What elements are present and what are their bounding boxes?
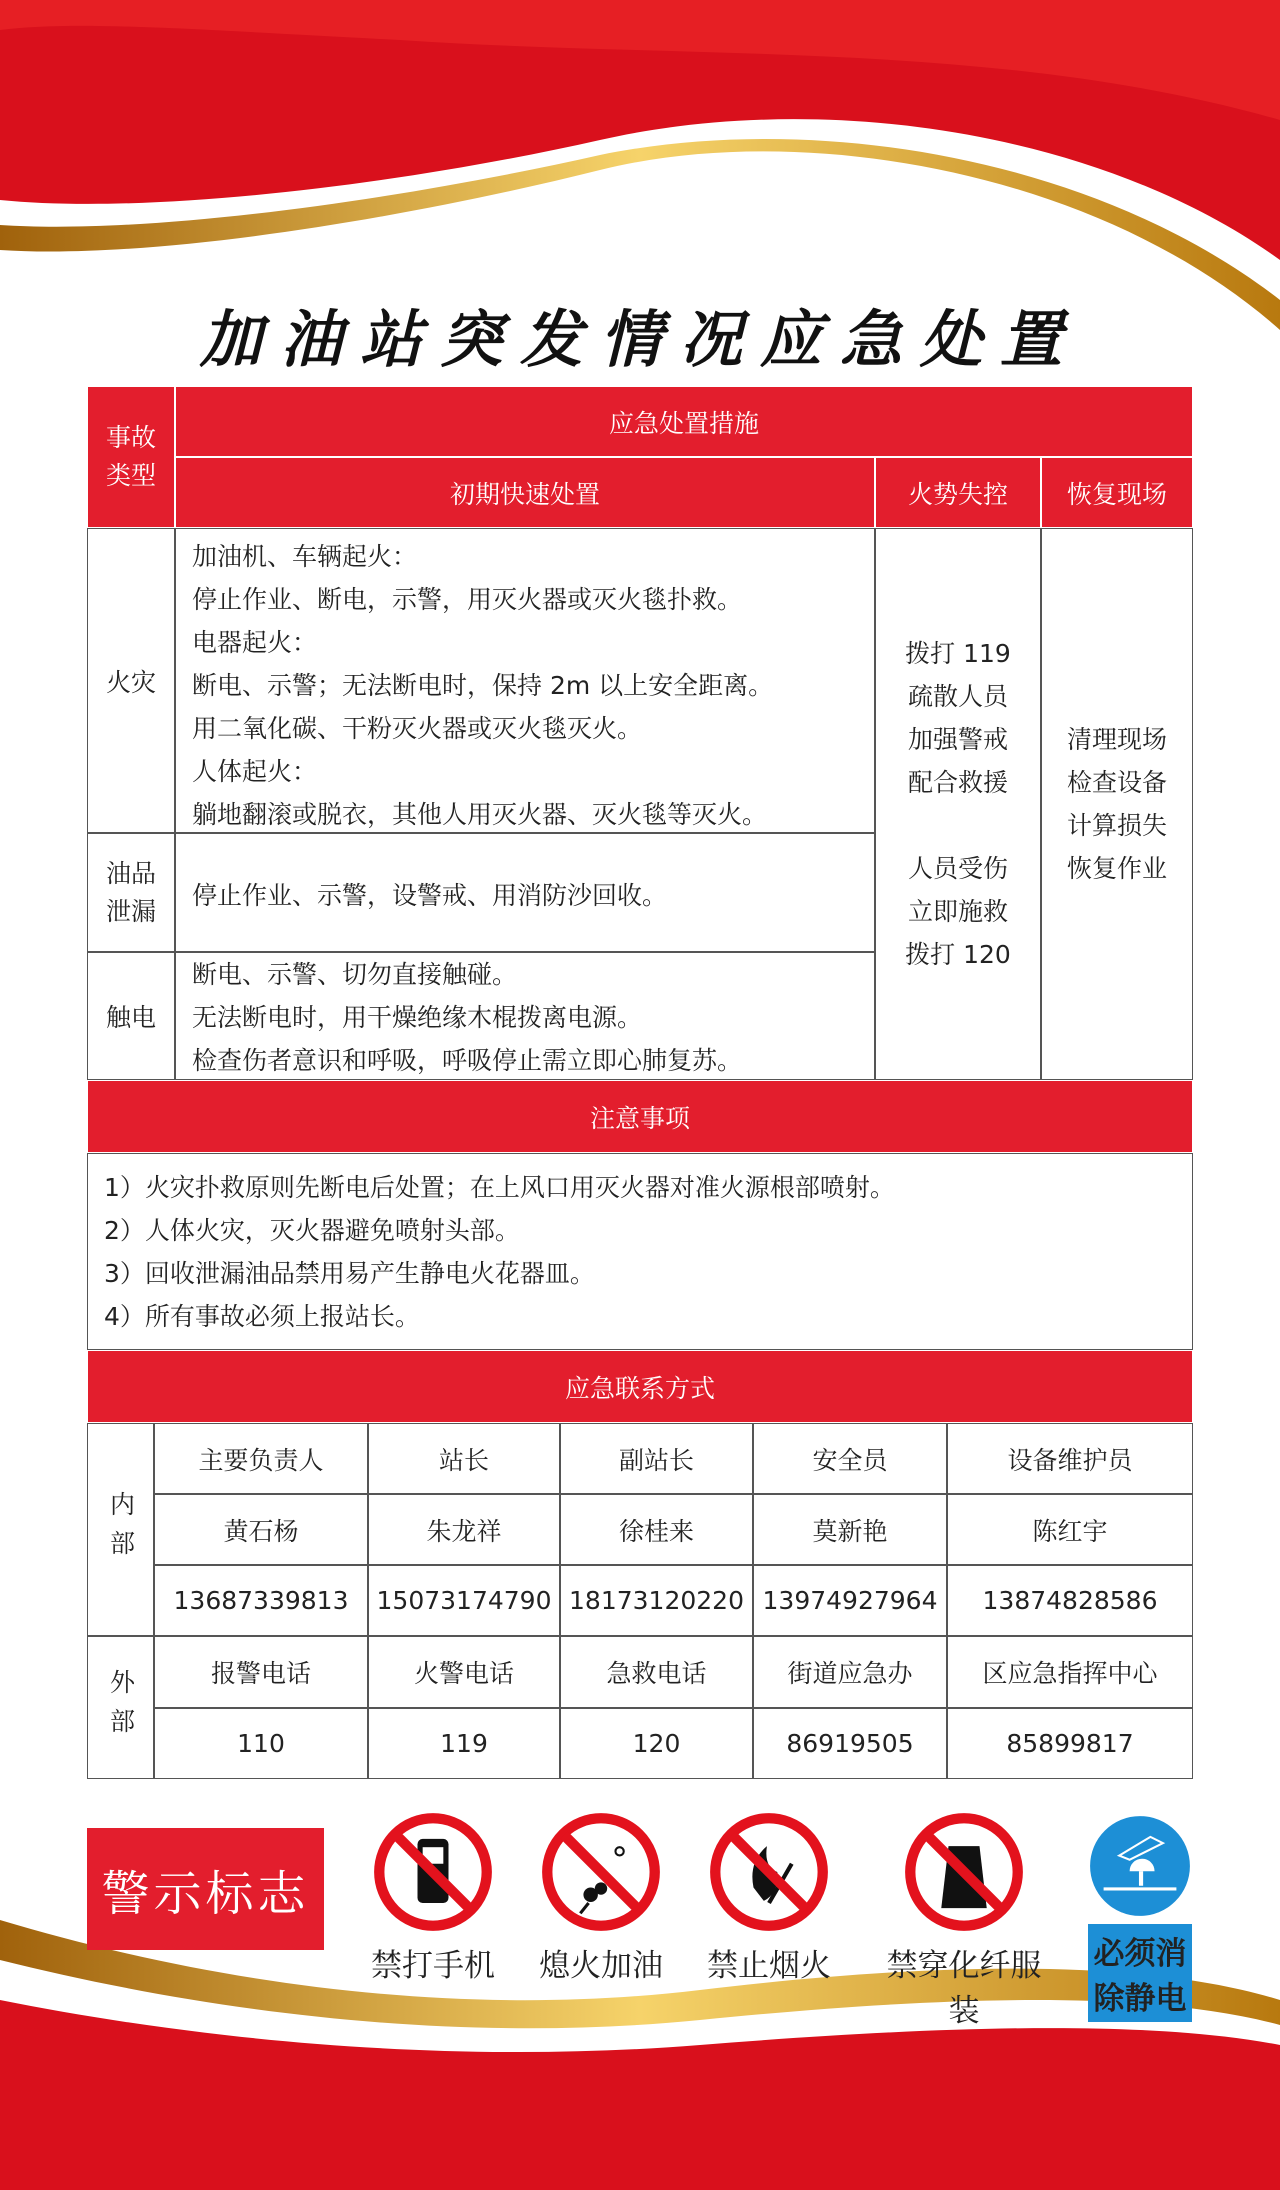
header-out-of-control: 火势失控 [875,457,1041,528]
sign-label: 熄火加油 [539,1948,663,1984]
contact-role: 急救电话 [560,1636,753,1708]
note-item: 2）人体火灾，灭火器避免喷射头部。 [104,1216,520,1245]
measure-line: 恢复作业 [1066,854,1167,883]
sign-label: 禁止烟火 [707,1948,831,1984]
measure-line: 检查伤者意识和呼吸，呼吸停止需立即心肺复苏。 [192,1046,743,1075]
notes-header: 注意事项 [87,1080,1193,1153]
row-fire-measures [175,528,875,833]
contact-name: 黄石杨 [154,1494,368,1565]
measure-line: 立即施救 [907,897,1008,926]
header-type [87,386,175,528]
header-recover: 恢复现场 [1041,457,1193,528]
contact-role: 火警电话 [368,1636,560,1708]
sign-label: 禁穿化纤服装 [886,1948,1042,2029]
sign-label: 禁打手机 [371,1948,495,1984]
contact-phone: 110 [154,1708,368,1779]
warning-signs-label: 警示标志 [87,1828,324,1950]
note-item: 3）回收泄漏油品禁用易产生静电火花器皿。 [104,1259,595,1288]
measure-line: 用二氧化碳、干粉灭火器或灭火毯灭火。 [192,714,643,743]
contact-phone: 86919505 [753,1708,947,1779]
mobile-phone-icon [371,1810,495,1934]
prohibition-sign [348,1810,518,1985]
contact-role: 区应急指挥中心 [947,1636,1193,1708]
measure-line: 无法断电时，用干燥绝缘木棍拨离电源。 [192,1003,643,1032]
contact-phone: 85899817 [947,1708,1193,1779]
measure-line: 断电、示警；无法断电时，保持 2m 以上安全距离。 [192,671,774,700]
note-item: 1）火灾扑救原则先断电后处置；在上风口用灭火器对准火源根部喷射。 [104,1173,895,1202]
contact-phone: 15073174790 [368,1565,560,1636]
measure-line: 停止作业、断电，示警，用灭火器或灭火毯扑救。 [192,585,743,614]
row-electric-measures [175,952,875,1080]
header-initial: 初期快速处置 [175,457,875,528]
contact-role: 街道应急办 [753,1636,947,1708]
top-ribbon-decoration [0,0,1280,340]
prohibition-sign [684,1810,854,1985]
note-item: 4）所有事故必须上报站长。 [104,1302,420,1331]
row-type-label: 油品泄漏 [105,858,156,926]
measure-line: 躺地翻滚或脱衣，其他人用灭火器、灭火毯等灭火。 [192,800,768,829]
out-of-control-measures [875,528,1041,1080]
contact-phone: 13874828586 [947,1565,1193,1636]
header-type-label: 事故类型 [105,423,156,490]
contact-role: 副站长 [560,1423,753,1494]
notes-list [87,1153,1193,1350]
static-discharge-icon [1088,1814,1192,1918]
contacts-header: 应急联系方式 [87,1350,1193,1423]
measure-line: 配合救援 [907,768,1008,797]
contact-role: 主要负责人 [154,1423,368,1494]
contact-phone: 13974927964 [753,1565,947,1636]
contact-phone: 13687339813 [154,1565,368,1636]
prohibition-sign [516,1810,686,1985]
contact-phone: 18173120220 [560,1565,753,1636]
measure-line: 加油机、车辆起火： [192,542,418,571]
clothing-icon [902,1810,1026,1934]
measure-line: 电器起火： [192,628,318,657]
measure-line: 拨打 120 [905,940,1011,969]
row-type-fire: 火灾 [87,528,175,833]
internal-label: 内部 [87,1423,154,1636]
external-label: 外部 [87,1636,154,1779]
row-type-oil-leak [87,833,175,952]
measure-line: 断电、示警、切勿直接触碰。 [192,960,518,989]
measure-line: 人体起火： [192,757,318,786]
prohibition-sign [879,1810,1049,2030]
contact-name: 陈红宇 [947,1494,1193,1565]
row-oil-measures [175,833,875,952]
header-measures: 应急处置措施 [175,386,1193,457]
measure-line: 拨打 119 [905,639,1011,668]
mandatory-sign-label: 必须消除静电 [1088,1924,1192,2022]
measure-line: 计算损失 [1066,811,1167,840]
row-type-electric: 触电 [87,952,175,1080]
contact-role: 站长 [368,1423,560,1494]
contact-role: 设备维护员 [947,1423,1193,1494]
measure-line: 检查设备 [1066,768,1167,797]
contact-role: 报警电话 [154,1636,368,1708]
measure-line: 停止作业、示警，设警戒、用消防沙回收。 [192,881,668,910]
contact-name: 朱龙祥 [368,1494,560,1565]
recover-measures [1041,528,1193,1080]
measure-line: 疏散人员 [907,682,1008,711]
contact-role: 安全员 [753,1423,947,1494]
measure-line: 人员受伤 [907,854,1008,883]
keys-icon [539,1810,663,1934]
mandatory-sign [1088,1814,1192,2022]
contact-phone: 120 [560,1708,753,1779]
measure-line: 加强警戒 [907,725,1008,754]
measure-line: 清理现场 [1066,725,1167,754]
contact-phone: 119 [368,1708,560,1779]
contact-name: 徐桂来 [560,1494,753,1565]
match-flame-icon [707,1810,831,1934]
contact-name: 莫新艳 [753,1494,947,1565]
page-title: 加油站突发情况应急处置 [199,303,1080,376]
